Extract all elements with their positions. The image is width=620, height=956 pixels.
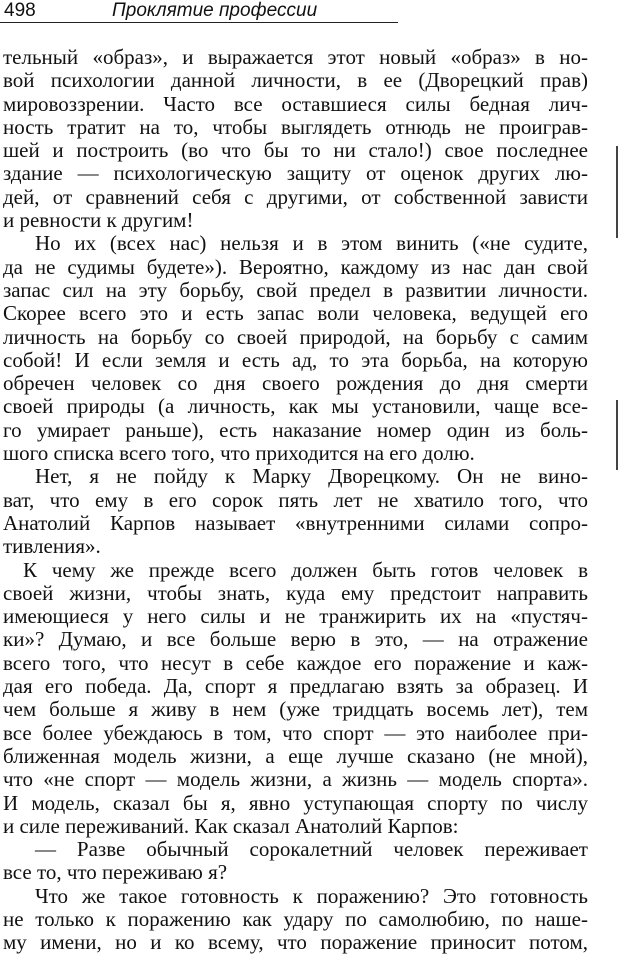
text-line: му имени, но и ко всему, что поражение приносит потом, — [3, 931, 588, 955]
text-line: обречен человек со дня своего рождения до дня смерти — [3, 372, 588, 396]
page-number: 498 — [4, 0, 36, 21]
text-line: дая его победа. Да, спорт я предлагаю взять за образец. И — [3, 675, 588, 699]
text-line: ближенная модель жизни, а еще лучше сказано (не мной), — [3, 744, 588, 768]
text-line: все более убеждаюсь в том, что спорт — это наиболее при- — [3, 721, 588, 745]
text-line: Нет, я не пойду к Марку Дворецкому. Он не вино- — [35, 465, 588, 489]
text-line: и ревности к другим! — [3, 209, 194, 233]
text-line: дей, от сравнений себя с другими, от собственной зависти — [3, 185, 588, 209]
text-line: имеющиеся у него силы и не транжирить их на «пустяч- — [3, 605, 588, 629]
margin-mark — [616, 146, 618, 238]
header-rule — [0, 22, 398, 23]
text-line: запас сил на эту борьбу, свой предел в развитии личности. — [3, 278, 588, 302]
text-line: что «не спорт — модель жизни, а жизнь — модель спорта». — [3, 768, 588, 792]
text-line: Что же такое готовность к поражению? Это готовность — [35, 884, 588, 908]
text-line: собой! И если земля и есть ад, то эта борьба, на которую — [3, 348, 588, 372]
text-line: чем больше я живу в нем (уже тридцать восемь лет), тем — [3, 698, 588, 722]
text-line: своей жизни, чтобы знать, куда ему предстоит направить — [3, 581, 588, 605]
running-title: Проклятие профессии — [112, 0, 318, 21]
text-line: да не судимы будете»). Вероятно, каждому из нас дан свой — [3, 255, 588, 279]
margin-mark — [616, 400, 618, 470]
text-line: тельный «образ», и выражается этот новый «образ» в но- — [3, 46, 588, 69]
text-line: шого списка всего того, что приходится на его долю. — [3, 442, 475, 466]
text-line: все то, что переживаю я? — [3, 861, 228, 885]
text-line: К чему же прежде всего должен быть готов человек в — [23, 558, 588, 582]
text-line: тивления». — [3, 535, 101, 559]
text-line: вой психологии данной личности, в ее (Дворецкий прав) — [3, 69, 588, 93]
text-line: мировоззрении. Часто все оставшиеся силы бедная лич- — [3, 92, 588, 116]
text-line: личность на борьбу со своей природой, на борьбу с самим — [3, 325, 588, 349]
text-line: шей и построить (во что бы то ни стало!) свое последнее — [3, 139, 588, 163]
body-text — [3, 46, 588, 955]
text-line: своей природы (а личность, как мы установили, чаще все- — [3, 395, 588, 419]
text-line: ват, что ему в его сорок пять лет не хватило того, что — [3, 488, 588, 512]
text-line: И модель, сказал бы я, явно уступающая спорту по числу — [3, 791, 588, 815]
text-line: Скорее всего это и есть запас воли человека, ведущей его — [3, 302, 588, 326]
text-line: и силе переживаний. Как сказал Анатолий Карпов: — [3, 814, 459, 838]
text-line: го умирает раньше), есть наказание номер один из боль- — [3, 418, 588, 442]
text-line: — Разве обычный сорокалетний человек переживает — [35, 838, 588, 862]
text-line: ность тратит на то, чтобы выглядеть отнюдь не проиграв- — [3, 115, 588, 139]
text-line: всего того, что несут в себе каждое его поражение и каж- — [3, 651, 588, 675]
text-line: здание — психологическую защиту от оценок других лю- — [3, 162, 588, 186]
text-line: Анатолий Карпов называет «внутренними силами сопро- — [3, 511, 588, 535]
text-line: не только к поражению как удару по самолюбию, по наше- — [3, 907, 588, 931]
text-line: Но их (всех нас) нельзя и в этом винить («не судите, — [35, 232, 588, 256]
text-line: ки»? Думаю, и все больше верю в это, — на отражение — [3, 628, 588, 652]
page-header — [0, 0, 400, 26]
